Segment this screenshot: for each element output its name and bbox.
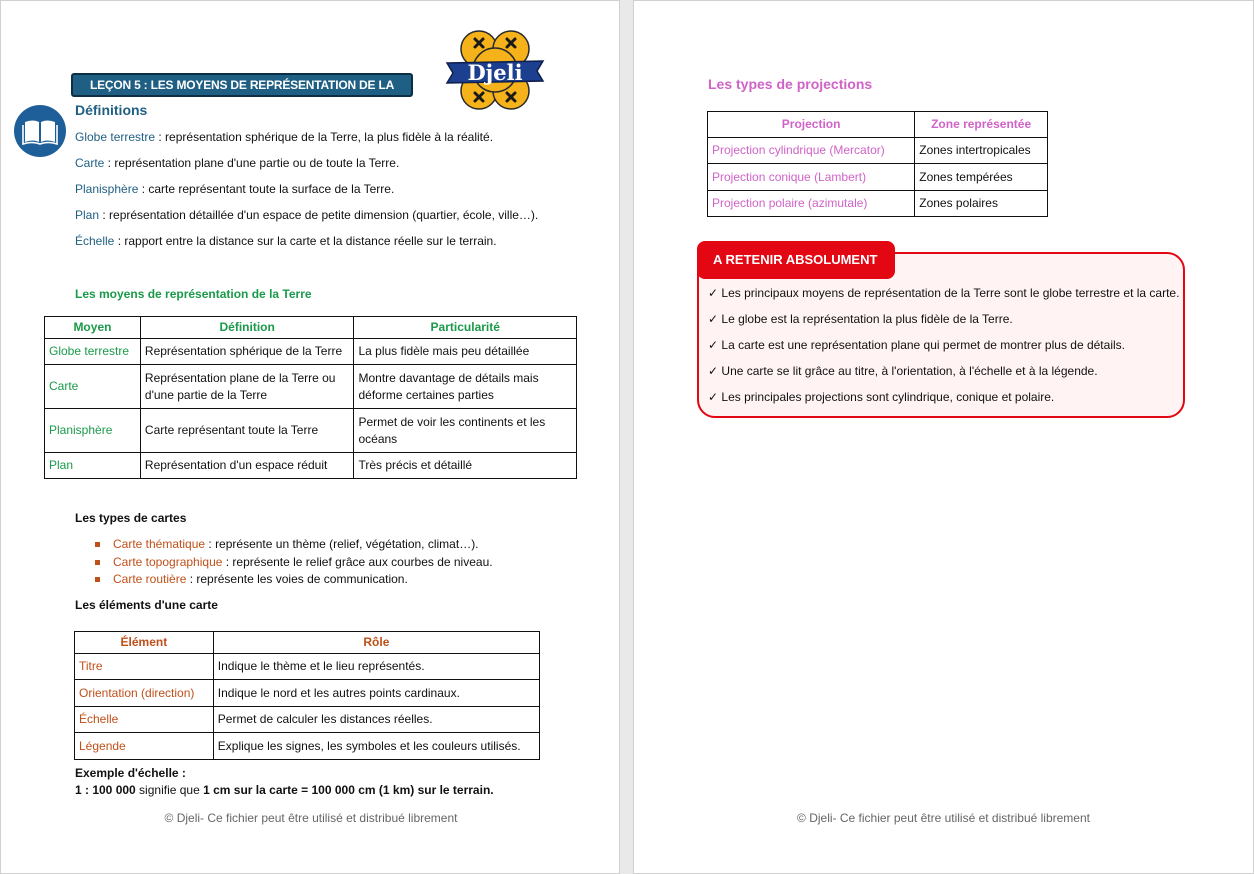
definition-line <box>75 130 493 144</box>
elements-heading: Les éléments d'une carte <box>75 598 218 612</box>
definition-term: Plan <box>75 208 100 222</box>
example-text: signifie que <box>135 783 204 797</box>
square-bullet-icon <box>95 560 100 565</box>
table-cell: Zones tempérées <box>915 164 1048 191</box>
list-item <box>95 571 493 589</box>
retain-item-text: Les principaux moyens de représentation de la Terre sont le globe terrestre et la carte. <box>721 286 1180 300</box>
table-row <box>45 409 577 453</box>
table-row <box>708 164 1048 191</box>
map-type-text: : représente les voies de communication. <box>186 572 408 586</box>
check-icon: ✓ <box>708 286 719 300</box>
definitions-heading: Définitions <box>75 102 148 118</box>
table-cell: Carte <box>45 365 141 409</box>
definition-line <box>75 234 497 248</box>
table-cell: Représentation d'un espace réduit <box>140 453 354 479</box>
table-cell: Carte représentant toute la Terre <box>140 409 354 453</box>
definition-text: : carte représentant toute la surface de la Terre. <box>138 182 395 196</box>
square-bullet-icon <box>95 542 100 547</box>
table-header: Projection <box>708 112 915 138</box>
table-header-row <box>75 632 540 654</box>
table-cell: Globe terrestre <box>45 339 141 365</box>
table-cell: Orientation (direction) <box>75 680 214 707</box>
definition-term: Carte <box>75 156 105 170</box>
document-page-2 <box>633 0 1254 874</box>
retain-item-text: Une carte se lit grâce au titre, à l'orientation, à l'échelle et à la légende. <box>721 364 1098 378</box>
elements-table <box>74 631 540 760</box>
example-line <box>75 783 494 797</box>
projections-heading: Les types de projections <box>708 76 873 92</box>
list-item <box>95 536 493 554</box>
table-row <box>708 191 1048 217</box>
map-type-term: Carte routière <box>113 572 187 586</box>
retain-item <box>708 338 1125 352</box>
table-row <box>45 339 577 365</box>
table-cell: Zones intertropicales <box>915 138 1048 164</box>
table-cell: Indique le nord et les autres points cardinaux. <box>213 680 539 707</box>
table-header: Zone représentée <box>915 112 1048 138</box>
lesson-title: LEÇON 5 : LES MOYENS DE REPRÉSENTATION DE LA TERRE <box>71 73 413 97</box>
list-item <box>95 554 493 572</box>
table-row <box>75 654 540 680</box>
book-icon <box>14 105 66 157</box>
document-page-1 <box>0 0 620 874</box>
table-cell: Montre davantage de détails mais déforme certaines parties <box>354 365 577 409</box>
definition-text: : rapport entre la distance sur la carte et la distance réelle sur le terrain. <box>114 234 497 248</box>
map-type-text: : représente un thème (relief, végétation, climat…). <box>205 537 479 551</box>
definition-term: Échelle <box>75 234 115 248</box>
retain-item <box>708 312 1013 326</box>
table-cell: Explique les signes, les symboles et les couleurs utilisés. <box>213 733 539 760</box>
table-cell: Projection polaire (azimutale) <box>708 191 915 217</box>
table-cell: Permet de calculer les distances réelles. <box>213 707 539 733</box>
table-cell: La plus fidèle mais peu détaillée <box>354 339 577 365</box>
square-bullet-icon <box>95 577 100 582</box>
table-header-row <box>708 112 1048 138</box>
table-cell: Indique le thème et le lieu représentés. <box>213 654 539 680</box>
page-footer: © Djeli- Ce fichier peut être utilisé et distribué librement <box>797 811 1090 825</box>
check-icon: ✓ <box>708 390 719 404</box>
table-row <box>45 453 577 479</box>
table-header: Définition <box>140 317 354 339</box>
table-header-row <box>45 317 577 339</box>
table-cell: Planisphère <box>45 409 141 453</box>
table-cell: Légende <box>75 733 214 760</box>
table-cell: Plan <box>45 453 141 479</box>
example-heading: Exemple d'échelle : <box>75 766 186 780</box>
map-type-text: : représente le relief grâce aux courbes de niveau. <box>222 554 493 569</box>
definition-line <box>75 156 399 170</box>
table-header: Élément <box>75 632 214 654</box>
table-cell: Projection conique (Lambert) <box>708 164 915 191</box>
table-row <box>45 365 577 409</box>
table-header: Rôle <box>213 632 539 654</box>
table-cell: Titre <box>75 654 214 680</box>
table-cell: Représentation sphérique de la Terre <box>140 339 354 365</box>
example-scale: 1 : 100 000 <box>75 783 136 797</box>
definition-text: : représentation plane d'une partie ou de toute la Terre. <box>104 156 400 170</box>
definition-line <box>75 208 538 222</box>
table-cell: Permet de voir les continents et les océans <box>354 409 577 453</box>
table-cell: Projection cylindrique (Mercator) <box>708 138 915 164</box>
table-cell: Zones polaires <box>915 191 1048 217</box>
table-cell: Très précis et détaillé <box>354 453 577 479</box>
table-header: Particularité <box>354 317 577 339</box>
map-types-list <box>95 536 493 589</box>
definition-term: Planisphère <box>75 182 139 196</box>
means-table <box>44 316 577 479</box>
table-cell: Échelle <box>75 707 214 733</box>
projections-table <box>707 111 1048 217</box>
definition-line <box>75 182 394 196</box>
map-type-term: Carte thématique <box>113 537 206 551</box>
check-icon: ✓ <box>708 338 719 352</box>
retain-item-text: La carte est une représentation plane qui permet de montrer plus de détails. <box>721 338 1125 352</box>
table-row <box>708 138 1048 164</box>
definition-text: : représentation détaillée d'un espace de petite dimension (quartier, école, ville…). <box>99 208 539 222</box>
retain-item <box>708 286 1179 300</box>
page-footer: © Djeli- Ce fichier peut être utilisé et distribué librement <box>164 811 458 825</box>
table-row <box>75 707 540 733</box>
retain-item <box>708 390 1054 404</box>
means-heading: Les moyens de représentation de la Terre <box>75 287 312 301</box>
definition-text: : représentation sphérique de la Terre, la plus fidèle à la réalité. <box>155 130 494 144</box>
logo-text: Djeli <box>467 60 523 85</box>
map-types-heading: Les types de cartes <box>75 511 187 525</box>
map-type-term: Carte topographique <box>113 554 223 569</box>
definition-term: Globe terrestre <box>75 130 156 144</box>
retain-item-text: Les principales projections sont cylindrique, conique et polaire. <box>721 390 1055 404</box>
table-row <box>75 733 540 760</box>
table-header: Moyen <box>45 317 141 339</box>
check-icon: ✓ <box>708 364 719 378</box>
table-row <box>75 680 540 707</box>
retain-item <box>708 364 1098 378</box>
table-cell: Représentation plane de la Terre ou d'une partie de la Terre <box>140 365 354 409</box>
retain-title: A RETENIR ABSOLUMENT <box>697 241 895 279</box>
example-equivalence: 1 cm sur la carte = 100 000 cm (1 km) sur le terrain. <box>203 783 494 797</box>
djeli-logo <box>443 27 547 113</box>
retain-item-text: Le globe est la représentation la plus fidèle de la Terre. <box>721 312 1013 326</box>
check-icon: ✓ <box>708 312 719 326</box>
